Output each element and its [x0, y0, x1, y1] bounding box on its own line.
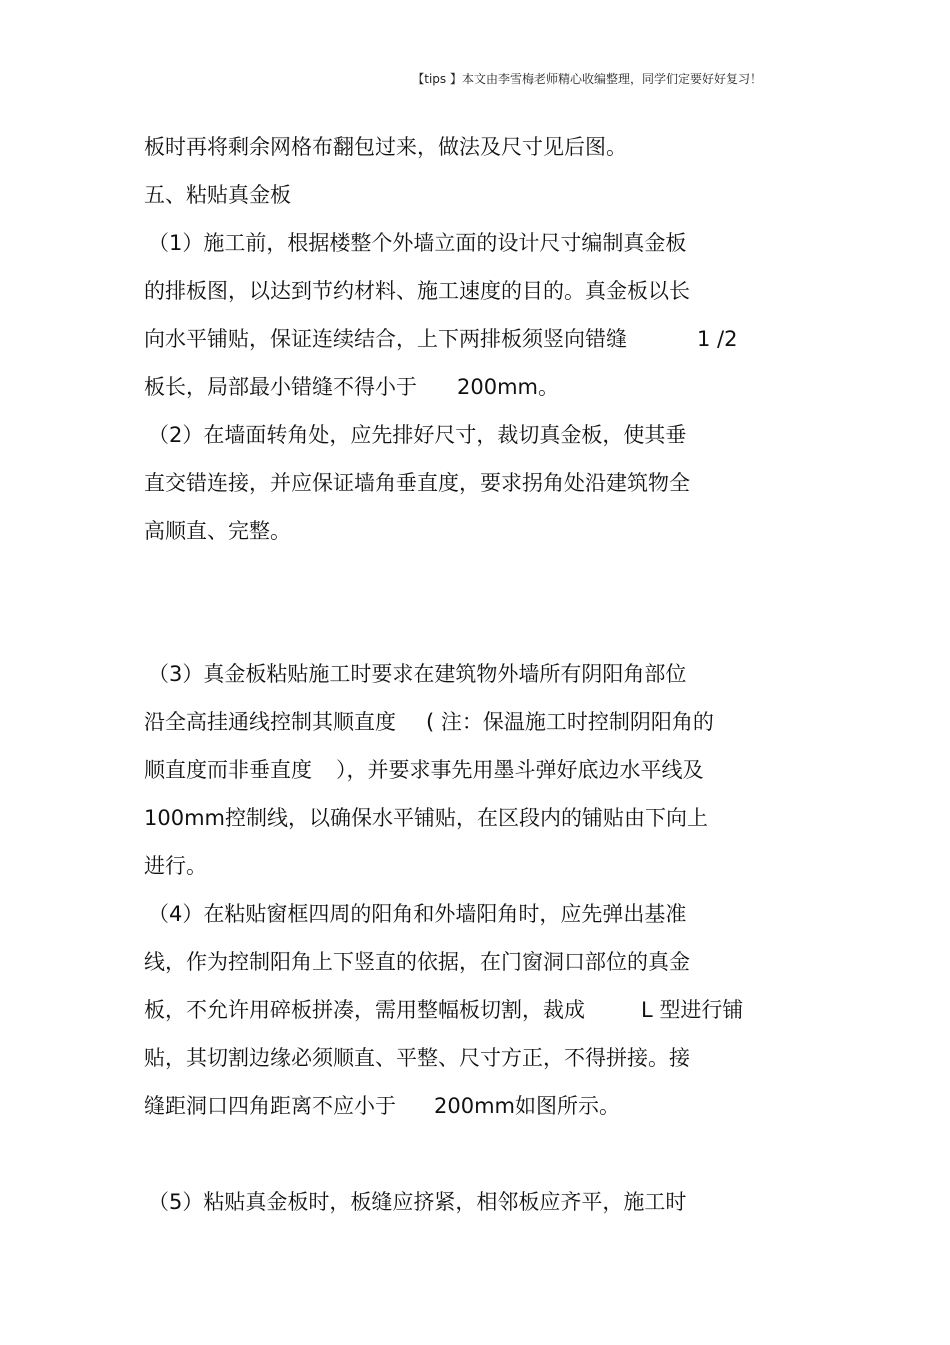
text-segment: 200mm。: [457, 375, 559, 399]
text-segment: 贴，其切割边缘必须顺直、平整、尺寸方正，不得拼接。接: [144, 1046, 690, 1070]
text-segment: （3）真金板粘贴施工时要求在建筑物外墙所有阴阳角部位: [148, 662, 687, 686]
text-segment: 板长，局部最小错缝不得小于: [144, 375, 417, 399]
text-segment: 直交错连接，并应保证墙角垂直度，要求拐角处沿建筑物全: [144, 471, 690, 495]
text-line-4: [144, 278, 690, 304]
text-segment: 的排板图，以达到节约材料、施工速度的目的。真金板以长: [144, 279, 690, 303]
text-segment: （5）粘贴真金板时，板缝应挤紧，相邻板应齐平，施工时: [148, 1190, 687, 1214]
text-segment: 沿全高挂通线控制其顺直度: [144, 710, 396, 734]
text-line-7: [148, 422, 686, 448]
text-segment: 五、粘贴真金板: [144, 183, 291, 207]
text-segment: （2）在墙面转角处，应先排好尺寸，裁切真金板，使其垂: [148, 423, 687, 447]
text-line-10: [148, 661, 686, 687]
text-segment: 1 /2: [697, 327, 738, 351]
text-line-9: [144, 518, 291, 544]
text-segment: 板，不允许用碎板拼凑，需用整幅板切割，裁成: [144, 998, 585, 1022]
text-segment: ），并要求事先用墨斗弹好底边水平线及: [336, 758, 704, 782]
text-line-5: [144, 326, 737, 352]
text-segment: 高顺直、完整。: [144, 519, 291, 543]
text-segment: 进行。: [144, 854, 207, 878]
text-line-19: [144, 1093, 620, 1119]
text-line-16: [144, 949, 690, 975]
text-segment: （1）施工前，根据楼整个外墙立面的设计尺寸编制真金板: [148, 231, 687, 255]
header-tips-note: 【tips 】本文由李雪梅老师精心收编整理，同学们定要好好复习！: [412, 72, 762, 86]
text-segment: 向水平铺贴，保证连续结合，上下两排板须竖向错缝: [144, 327, 627, 351]
text-line-6: [144, 374, 559, 400]
text-segment: 200mm如图所示。: [434, 1094, 620, 1118]
text-segment: ( 注：保温施工时控制阴阳角的: [426, 710, 714, 734]
text-line-12: [144, 757, 704, 783]
text-segment: 顺直度而非垂直度: [144, 758, 312, 782]
text-line-18: [144, 1045, 690, 1071]
text-line-3: [148, 230, 686, 256]
text-segment: 缝距洞口四角距离不应小于: [144, 1094, 396, 1118]
text-segment: （4）在粘贴窗框四周的阳角和外墙阳角时，应先弹出基准: [148, 902, 687, 926]
text-segment: L 型进行铺: [641, 998, 744, 1022]
text-line-15: [148, 901, 686, 927]
text-line-1: [144, 134, 627, 160]
text-line-13: [144, 805, 708, 831]
text-line-8: [144, 470, 690, 496]
text-line-17: [144, 997, 743, 1023]
text-line-14: [144, 853, 207, 879]
text-line-20: [148, 1189, 686, 1215]
text-line-11: [144, 709, 714, 735]
section-heading: [144, 182, 291, 208]
text-segment: 100mm控制线，以确保水平铺贴，在区段内的铺贴由下向上: [144, 806, 708, 830]
text-segment: 板时再将剩余网格布翻包过来，做法及尺寸见后图。: [144, 135, 627, 159]
text-segment: 线，作为控制阳角上下竖直的依据，在门窗洞口部位的真金: [144, 950, 690, 974]
